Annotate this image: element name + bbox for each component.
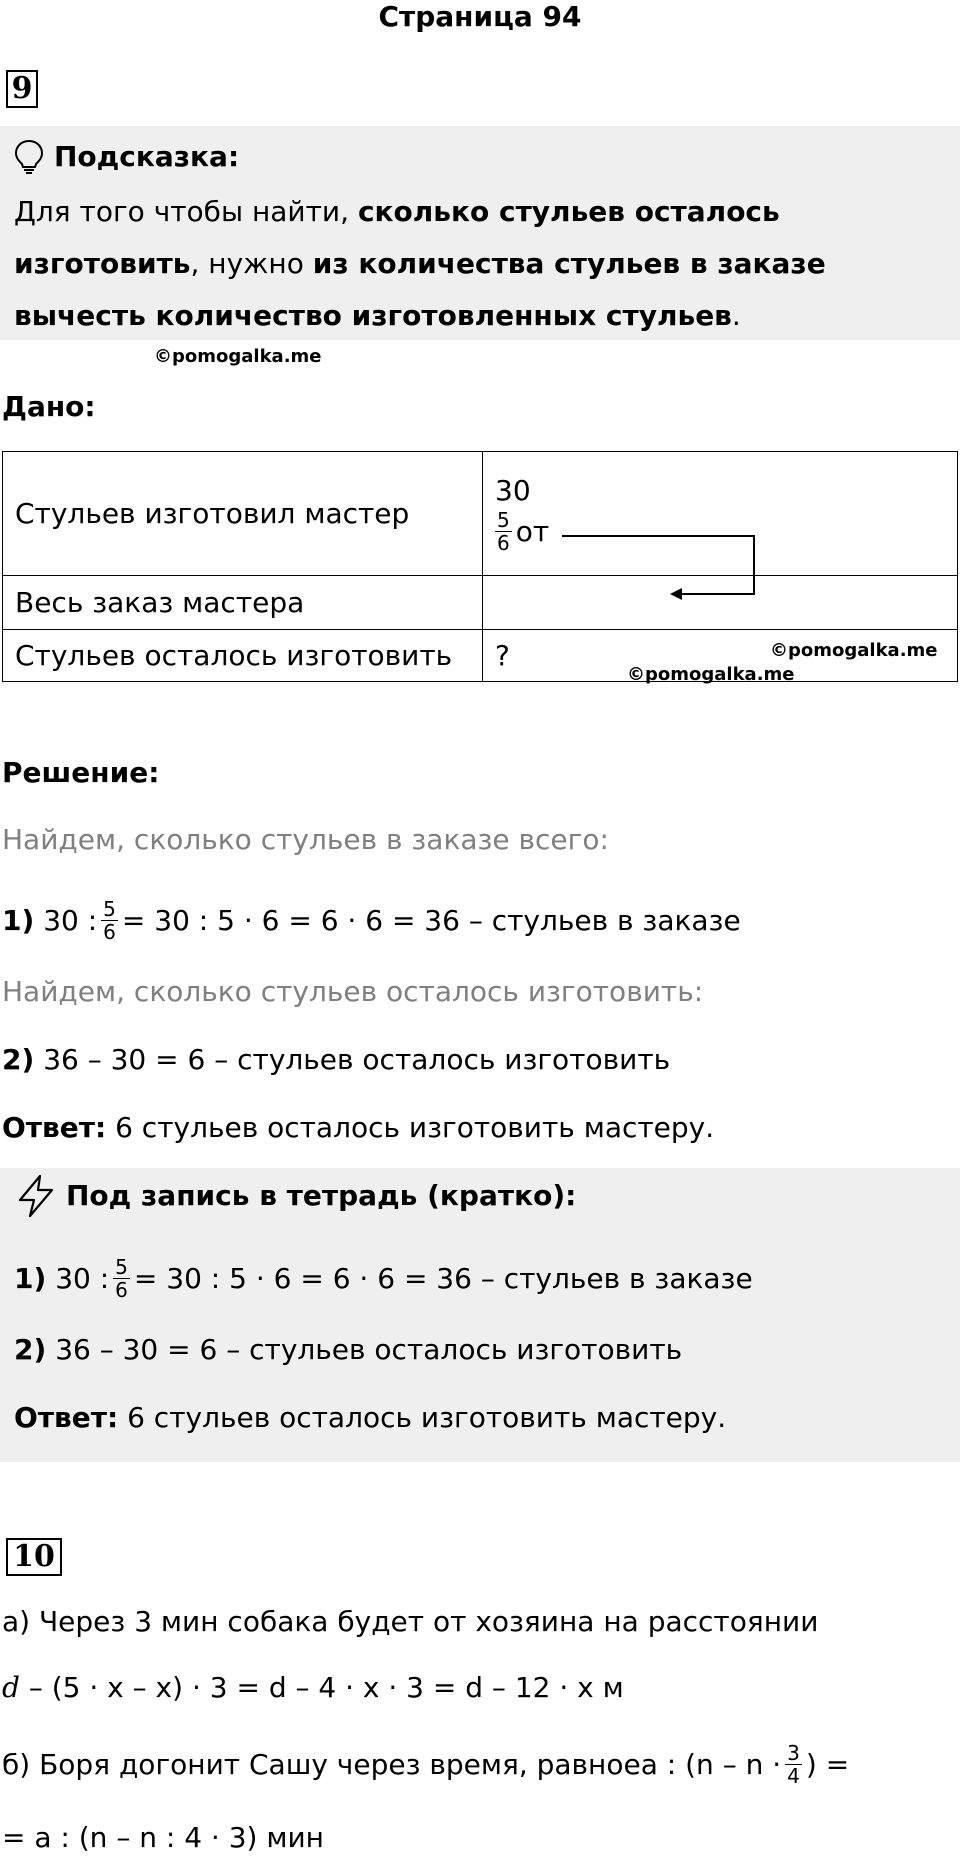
given-row-label: Стульев осталось изготовить [3,630,483,682]
task-number-badge: 9 [6,70,38,108]
fraction: $\frac{5}{6}$ [497,508,510,555]
watermark: ©pomogalka.me [627,664,795,685]
task10-line-a2: d – (5 · x – x) · 3 = d – 4 · x · 3 = d – 12 · x м [2,1671,624,1704]
solution-label: Решение: [2,756,160,789]
notebook-answer: Ответ: 6 стульев осталось изготовить мастеру. [14,1401,727,1434]
given-row-label: Стульев изготовил мастер [3,452,483,576]
solution-note: Найдем, сколько стульев осталось изготовить: [2,975,704,1008]
notebook-header: Под запись в тетрадь (кратко): [16,1174,576,1218]
fraction: $\frac{3}{4}$ [787,1741,800,1788]
given-row-label: Весь заказ мастера [3,576,483,630]
lightbulb-icon [14,139,44,175]
watermark: ©pomogalka.me [770,640,938,661]
fraction: $\frac{5}{6}$ [103,897,116,944]
solution-step: 2) 36 – 30 = 6 – стульев осталось изготовить [2,1043,671,1076]
arrow-icon [560,530,760,600]
given-label: Дано: [2,390,96,423]
notebook-step: 2) 36 – 30 = 6 – стульев осталось изготовить [14,1333,683,1366]
watermark: ©pomogalka.me [154,346,322,367]
hint-title: Подсказка: [54,140,240,173]
given-row-value: 30 $\frac{5}{6}$ от [483,452,958,576]
fraction: $\frac{5}{6}$ [115,1255,128,1302]
answer: Ответ: 6 стульев осталось изготовить мастеру. [2,1111,715,1144]
hint-text: Для того чтобы найти, сколько стульев осталось изготовить, нужно из количества стульев в заказе вычесть количество изготовленных стульев. [14,195,826,332]
solution-note: Найдем, сколько стульев в заказе всего: [2,823,609,856]
page-title: Страница 94 [378,0,582,33]
task10-line-b2: = a : (n – n : 4 · 3) мин [2,1821,324,1854]
given-row-value: ? [483,630,958,682]
task10-line-b1: б) Боря догонит Сашу через время, равное a : (n – n · $\frac{3}{4}$ ) = [2,1741,850,1788]
solution-step: 1) 30 : $\frac{5}{6}$ = 30 : 5 · 6 = 6 · 6 = 36 – стульев в заказе [2,897,741,944]
hint-header [14,138,239,176]
notebook-step: 1) 30 : $\frac{5}{6}$ = 30 : 5 · 6 = 6 · 6 = 36 – стульев в заказе [14,1255,753,1302]
task-number-badge: 10 [6,1538,62,1576]
task10-line-a1: а) Через 3 мин собака будет от хозяина на расстоянии [2,1605,819,1638]
lightning-icon [16,1174,56,1218]
